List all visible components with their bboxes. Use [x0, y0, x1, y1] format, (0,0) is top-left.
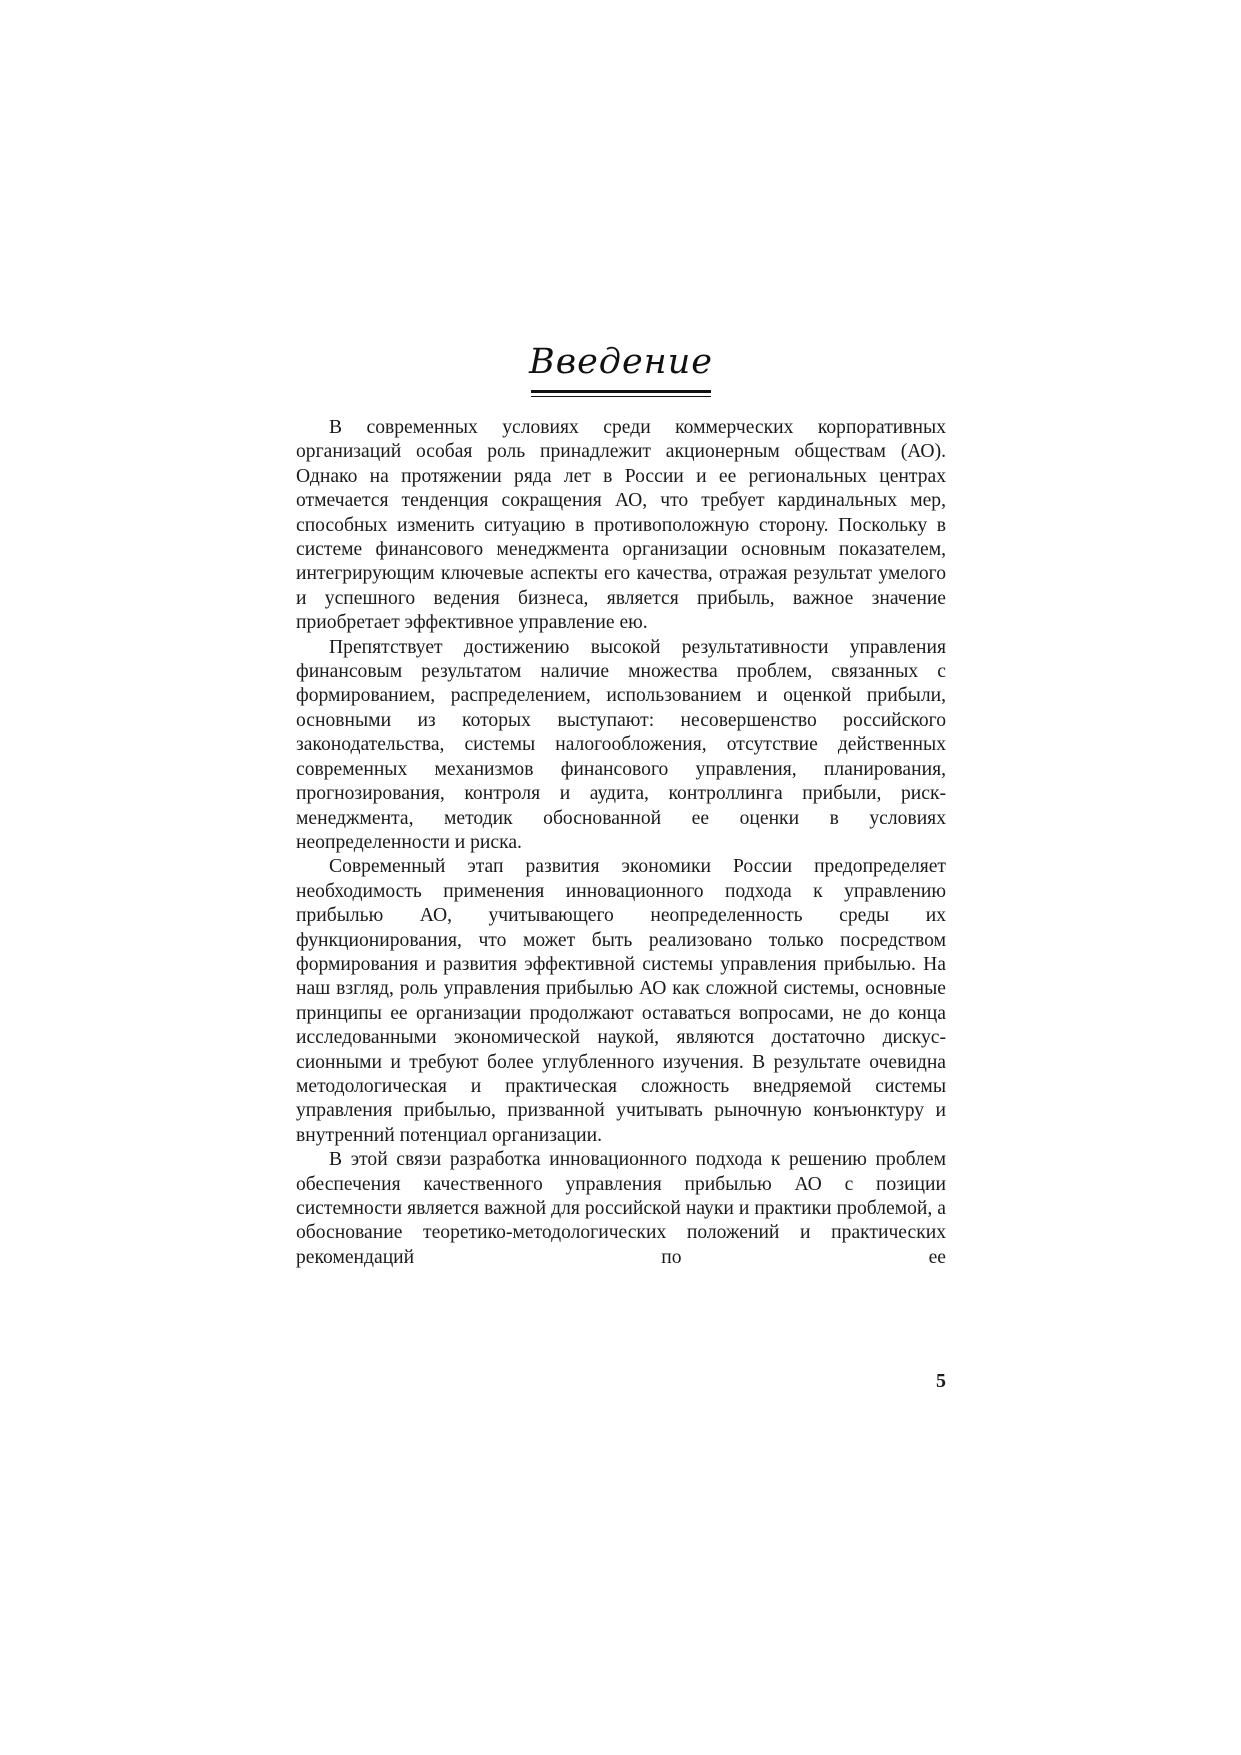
paragraph: Современный этап развития экономики России предопределяет необходимость применения инновационного подхода к управлению прибылью АО, учитывающего неопределенность среды их функционирования, что может быть реализовано только посредством формирования и развития эффективной системы управления прибылью. На наш взгляд, роль управления прибылью АО как сложной системы, основные принципы ее организации продолжают оставаться вопросами, не до конца исследованными экономической наукой, являются достаточно дискуссионными и требуют более углубленного изучения. В результате очевидна методологическая и практическая сложность внедряемой системы управления прибылью, призванной учитывать рыночную конъюнктуру и внутренний потенциал организации.: [296, 856, 946, 1146]
paragraph: В современных условиях среди коммерческих корпоративных организаций особая роль принадлежит акционерным обществам (АО). Однако на протяжении ряда лет в России и ее региональных центрах отмечается тенденция сокращения АО, что требует кардинальных мер, способных изменить ситуацию в противоположную сторону. Поскольку в системе финансового менеджмента организации основным показателем, интегрирующим ключевые аспекты его качества, отражая результат умелого и успешного ведения бизнеса, является прибыль, важное значение приобретает эффективное управление ею.: [296, 417, 946, 634]
paragraph: В этой связи разработка инновационного подхода к решению проблем обеспечения качественного управления прибылью АО с позиции системности является важной для российской науки и практики проблемой, а обоснование теоретико-методологических положений и практических рекомендаций по ее: [296, 1149, 946, 1268]
title-underline-thin: [531, 396, 711, 397]
chapter-title: Введение: [528, 342, 713, 382]
page-number: 5: [936, 1370, 946, 1392]
title-underline-thick: [531, 390, 711, 393]
body-text: [296, 416, 946, 1270]
paragraph: Препятствует достижению высокой результативности управления финансовым результатом наличие множества проблем, связанных с формированием, распределением, использованием и оценкой прибыли, основными из которых выступают: несовершенство российского законодательства, системы налогообложения, отсутствие действенных современных механизмов финансового управления, планирования, прогнозирования, контроля и аудита, контроллинга прибыли, риск-менеджмента, методик обоснованной ее оценки в условиях неопределенности и риска.: [296, 636, 946, 853]
